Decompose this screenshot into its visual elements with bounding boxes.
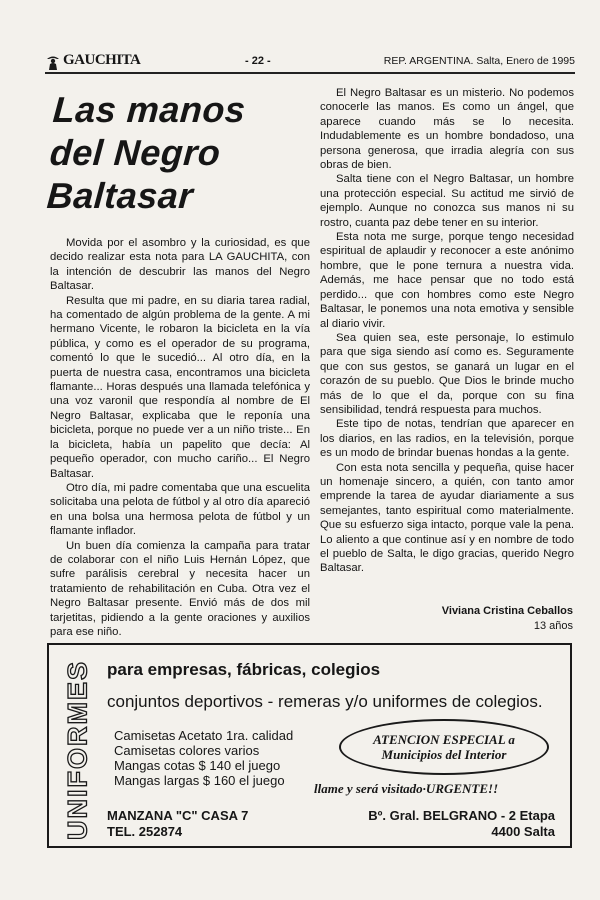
ad-list-item: Camisetas Acetato 1ra. calidad (114, 728, 294, 743)
author-signature (442, 604, 573, 634)
paragraph: El Negro Baltasar es un misterio. No podemos conocerle las manos. Es como un ángel, que aparece cuando más se lo necesita. Indudablemente es un hombre bondadoso, una persona generosa, que irradia alegría con sus obras de bien. (320, 87, 574, 172)
paragraph: Este tipo de notas, tendrían que aparecer en los diarios, en las radios, en la televisión, porque es un modo de brindar buenas hondas a la gente. (320, 418, 574, 460)
author-name: Viviana Cristina Ceballos (441, 605, 573, 617)
paragraph: Salta tiene con el Negro Baltasar, un hombre una protección especial. Su actitud me sirvió de ejemplo. Aunque no conozca sus manos ni su rostro, cuanta paz debe tener en su interior. (320, 173, 574, 229)
oval-line: Municipios del Interior (381, 747, 507, 762)
ad-street: MANZANA "C" CASA 7 (107, 808, 249, 823)
ad-address-right (368, 808, 555, 840)
ad-list-item: Mangas largas $ 160 el juego (114, 773, 285, 788)
ad-special-oval (339, 719, 549, 775)
paragraph: Movida por el asombro y la curiosidad, es que decido realizar esta nota para LA GAUCHITA, con la intención de descubrir las manos del Negro Baltasar. (50, 237, 310, 293)
header-rule (45, 72, 575, 74)
ad-list-item: Mangas cotas $ 140 el juego (114, 758, 281, 773)
advertisement-box (47, 643, 572, 848)
ad-phone: TEL. 252874 (107, 824, 183, 839)
article-column-left (50, 236, 310, 639)
ad-side-label (61, 660, 95, 840)
ad-subheadline: conjuntos deportivos - remeras y/o uniformes de colegios. (107, 692, 543, 711)
page-number: - 22 - (245, 55, 271, 67)
paragraph: Resulta que mi padre, en su diaria tarea radial, ha comentado de algún problema de la gente. A mi hermano Vicente, le robaron la bicicleta en la vía pública, y como es el operador de su programa, comentó lo que le sucedió... Al otro día, en la puerta de nuestra casa, encontramos una bicicleta flamante... Horas después una llamada telefónica y una voz varonil que respondía al nombre de El Negro Baltasar, explicaba que le reponía una bicicleta, porque no puede ver a un niño triste... En la bicicleta, había un papelito que decía: Al pequeño operador, con mucho cariño... El Negro Baltasar. (50, 294, 310, 480)
title-line: Baltasar (45, 175, 195, 216)
paragraph: Con esta nota sencilla y pequeña, quise hacer un homenaje sincero, a quién, con tanto amor emprende la tarea de ayudar diariamente a sus semejantes, tanto espiritual como materialmente. Que su esfuerzo siga intacto, porque vale la pena. Lo aliento a que continue así y en nombre de todo el pueblo de Salta, le digo gracias, querido Negro Baltasar. (320, 461, 574, 575)
paragraph: Esta nota me surge, porque tengo necesidad espiritual de aplaudir y reconocer a este anónimo hombre, que le pone ternura a nuestra vida. Además, me hace pensar que no todo está perdido... que con hombres como este Negro Baltasar, le ponemos una nota emotiva y sensible al diario vivir. (320, 231, 574, 330)
dateline: REP. ARGENTINA. Salta, Enero de 1995 (383, 55, 575, 67)
ad-address-left (107, 808, 248, 840)
publication-logo: GAUCHITA (63, 52, 141, 68)
paragraph: Un buen día comienza la campaña para tratar de colaborar con el niño Luis Hernán López, que sufre parálisis cerebral y necesita hacer un tratamiento de rehabilitación en Cuba. Otra vez el Negro Baltasar presente. Envió más de dos mil tarjetitas, pidiendo a la gente oraciones y auxilios para ese niño. (50, 539, 310, 638)
page-header (45, 50, 575, 72)
title-line: Las manos (51, 89, 248, 130)
ad-headline: para empresas, fábricas, colegios (107, 660, 381, 679)
author-age: 13 años (533, 620, 573, 632)
title-line: del Negro (48, 132, 222, 173)
ad-list-item: Camisetas colores varios (114, 743, 260, 758)
article-column-right (320, 86, 574, 576)
gaucho-logo-icon (45, 52, 61, 70)
ad-side-text: UNIFORMES (62, 660, 93, 840)
ad-neighborhood: Bº. Gral. BELGRANO - 2 Etapa (368, 808, 555, 823)
article-title (45, 88, 314, 217)
oval-line: ATENCION ESPECIAL a (373, 732, 515, 747)
ad-price-list (114, 728, 293, 788)
ad-city: 4400 Salta (491, 824, 555, 839)
ad-call-to-action: llame y será visitado·URGENTE!! (314, 781, 499, 796)
paragraph: Sea quien sea, este personaje, lo estimulo para que siga siendo así como es. Seguramente que con sus gestos, se ganará un lugar en el corazón de su pueblo. Que Dios le brinde mucho más de lo que el da, porque con su fina sensibilidad, tendrá respuesta para muchos. (320, 331, 574, 416)
paragraph: Otro día, mi padre comentaba que una escuelita solicitaba una pelota de fútbol y al otro día apareció en una bolsa una hermosa pelota de fútbol y un flamante inflador. (50, 481, 310, 538)
